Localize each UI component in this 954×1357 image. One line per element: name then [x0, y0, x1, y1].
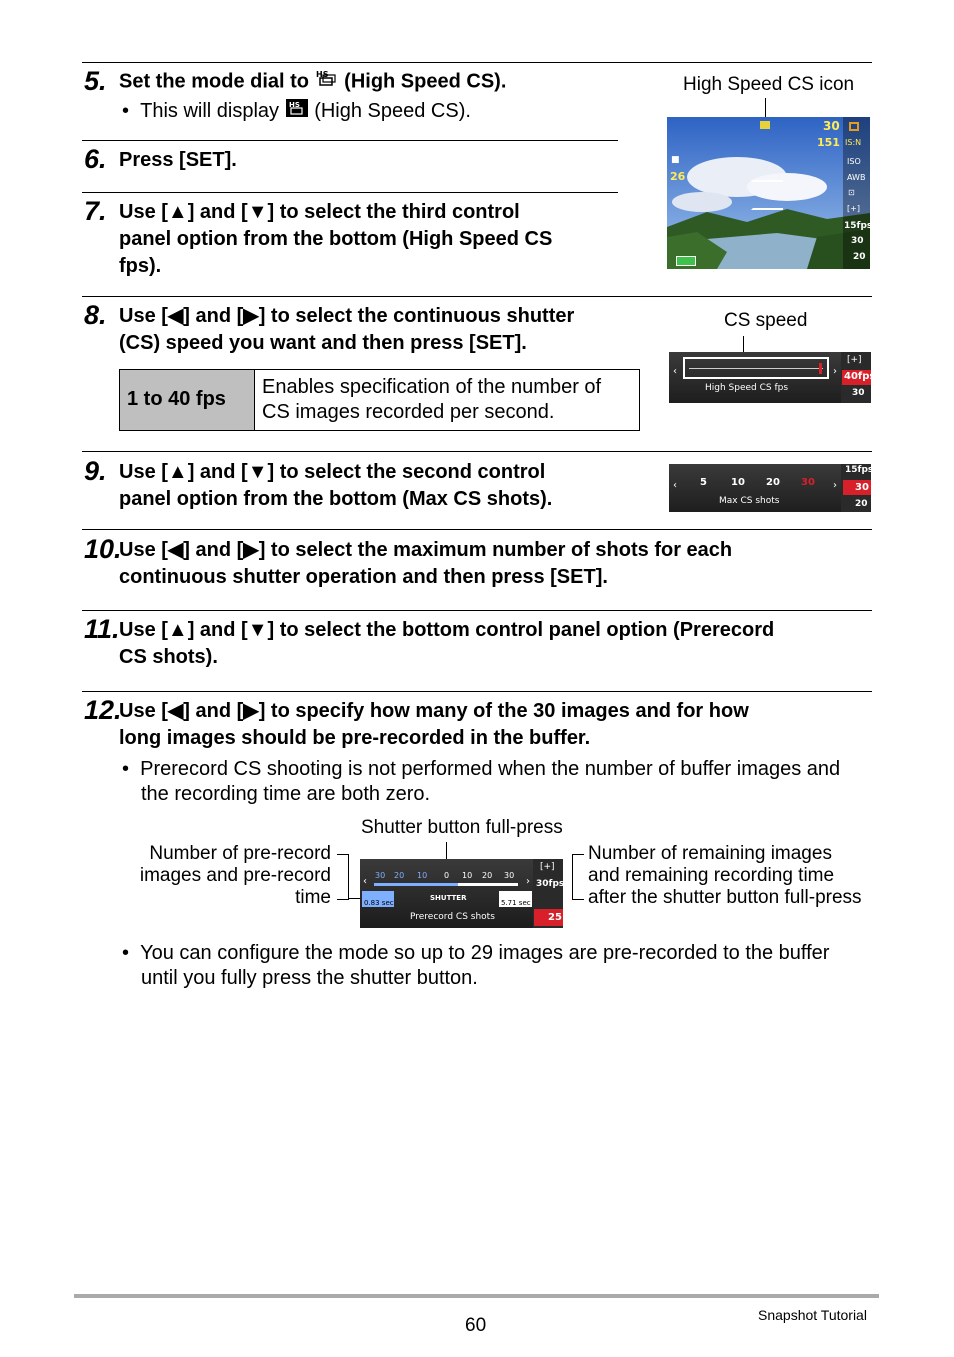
meter-icon: ⊡: [848, 188, 855, 197]
hs-indicator-icon: [760, 121, 770, 129]
right-caption: Number of remaining images and remaining recording time after the shutter button full-press: [588, 843, 862, 908]
step-6-title: Press [SET].: [119, 149, 237, 171]
step-12-bullet-1: • Prerecord CS shooting is not performed when the number of buffer images and the recording time are both zero.: [122, 758, 841, 805]
slider-left-icon: ‹: [673, 480, 677, 491]
left-arrow-icon: ◀: [167, 700, 184, 722]
step-12-title: Use [◀] and [▶] to specify how many of the 30 images and for how long images should be pre-recorded in the buffer.: [119, 700, 749, 749]
panel-label: Max CS shots: [719, 496, 780, 506]
left-bracket: [337, 854, 349, 900]
right-arrow-icon: ▶: [243, 539, 259, 561]
left-arrow-icon: ◀: [167, 305, 184, 327]
shutter-label: SHUTTER: [430, 894, 467, 902]
fps-selected: 40fps: [844, 371, 876, 382]
tick-10: 10: [731, 477, 745, 488]
step-8-title: Use [◀] and [▶] to select the continuous shutter (CS) speed you want and then press [SET].: [119, 305, 575, 354]
fps-indicator: 15fps: [845, 465, 874, 475]
tick-right-30: 30: [504, 871, 515, 880]
remaining-shots: 151: [817, 136, 840, 149]
table-key: 1 to 40 fps: [127, 388, 226, 410]
tick-30: 30: [801, 477, 815, 488]
focus-frame: [751, 180, 783, 210]
section-title: Snapshot Tutorial: [758, 1307, 867, 1323]
tick-right-10: 10: [462, 871, 473, 880]
step-11-title: Use [▲] and [▼] to select the bottom control panel option (Prerecord CS shots).: [119, 619, 775, 668]
right-bracket: [572, 854, 584, 900]
step-11-rule: [82, 691, 872, 692]
shutter-press-caption: Shutter button full-press: [361, 817, 563, 838]
cs-speed-caption: CS speed: [724, 310, 808, 331]
hs-mode-dial-icon: [315, 68, 339, 96]
ev-panel-icon: [+]: [540, 862, 555, 872]
step-10-title: Use [◀] and [▶] to select the maximum number of shots for each continuous shutter operation and then press [SET].: [119, 539, 733, 588]
fps-indicator: 15fps: [844, 221, 873, 231]
iso-icon: ISO: [847, 157, 861, 166]
battery-icon: [676, 256, 696, 266]
awb-icon: AWB: [847, 173, 866, 182]
up-arrow-icon: ▲: [167, 619, 188, 641]
top-rule: [82, 62, 872, 63]
step-6-number: 6.: [84, 144, 107, 174]
ev-icon: [+]: [847, 204, 860, 213]
slider-right-icon: ›: [833, 480, 837, 491]
shots-selected: 30: [855, 482, 869, 493]
up-arrow-icon: ▲: [167, 461, 188, 483]
left-value: 0.83 sec: [364, 899, 394, 907]
camera-screen-landscape: [667, 117, 873, 269]
step-7-number: 7.: [84, 196, 107, 226]
step-5-bullet: • This will display HS (High Speed CS).: [122, 98, 471, 125]
step-9-number: 9.: [84, 456, 107, 486]
tick-20: 20: [766, 477, 780, 488]
step-6-rule: [82, 192, 618, 193]
step-8-rule: [82, 451, 872, 452]
camera-icon: ■: [671, 155, 680, 165]
fps-table: [119, 369, 640, 431]
slider-marker: [819, 363, 822, 374]
shots-indicator: 30: [852, 388, 865, 398]
left-count: 26: [670, 170, 686, 183]
step-7-rule: [82, 296, 872, 297]
table-value: Enables specification of the number of CS images recorded per second.: [262, 376, 602, 423]
step-5-rule: [82, 140, 618, 141]
left-caption: Number of pre-record images and pre-record time: [139, 843, 331, 908]
tick-left-30: 30: [375, 871, 386, 880]
down-arrow-icon: ▼: [247, 461, 268, 483]
tick-left-10: 10: [417, 871, 428, 880]
fps-indicator: 30fps: [536, 879, 565, 889]
max-cs-panel: [669, 464, 874, 512]
slider-right-icon: ›: [833, 366, 837, 377]
right-arrow-icon: ▶: [243, 305, 259, 327]
right-value: 5.71 sec: [501, 899, 531, 907]
tick-right-20: 20: [482, 871, 493, 880]
size-icon: IS:N: [845, 138, 862, 147]
prerecord-bar: [374, 883, 458, 886]
table-key-cell: [120, 370, 255, 430]
hs-cs-screen-icon: [285, 98, 309, 125]
quality-icon: [849, 122, 859, 131]
step-10-rule: [82, 610, 872, 611]
tick-5: 5: [700, 477, 707, 488]
prerecord-indicator: 20: [855, 499, 868, 509]
down-arrow-icon: ▼: [247, 619, 268, 641]
step-8-number: 8.: [84, 300, 107, 330]
step-11-number: 11.: [84, 614, 120, 644]
tick-zero: 0: [444, 871, 450, 880]
prerecord-panel: [360, 859, 563, 928]
left-arrow-icon: ◀: [167, 539, 184, 561]
slider-left-icon: ‹: [673, 366, 677, 377]
cs-fps-panel: [669, 352, 876, 403]
slider-left-icon: ‹: [363, 876, 367, 887]
page-number: 60: [465, 1315, 487, 1336]
down-arrow-icon: ▼: [247, 201, 268, 223]
ev-panel-icon: [+]: [847, 355, 862, 365]
prerecord-selected: 25: [548, 912, 562, 923]
step-10-number: 10.: [84, 534, 122, 564]
remaining-bar: [458, 883, 518, 886]
slider-right-icon: ›: [526, 876, 530, 887]
panel-label: High Speed CS fps: [705, 383, 789, 393]
prerecord-indicator: 20: [853, 252, 866, 262]
step-12-number: 12.: [84, 695, 122, 725]
svg-text:HS: HS: [315, 70, 329, 79]
tick-left-20: 20: [394, 871, 405, 880]
cs-speed-frame: [683, 357, 829, 379]
step-7-title: Use [▲] and [▼] to select the third control panel option from the bottom (High Speed CS fps).: [119, 201, 553, 277]
right-arrow-icon: ▶: [243, 700, 259, 722]
svg-text:HS: HS: [288, 101, 300, 109]
cs-shots-indicator: 30: [851, 236, 864, 246]
up-arrow-icon: ▲: [167, 201, 188, 223]
slider-track: [689, 368, 823, 369]
panel-label: Prerecord CS shots: [410, 912, 495, 922]
shot-count: 30: [823, 119, 840, 133]
step-5-title: Set the mode dial to HS (High Speed CS).: [119, 68, 506, 96]
step-9-title: Use [▲] and [▼] to select the second control panel option from the bottom (Max CS shots).: [119, 461, 553, 510]
step-5-number: 5.: [84, 66, 107, 96]
step-9-rule: [82, 529, 872, 530]
step-12-bullet-2: • You can configure the mode so up to 29 images are pre-recorded to the buffer until you fully press the shutter button.: [122, 942, 830, 989]
footer-rule: [74, 1294, 879, 1298]
hs-icon-caption: High Speed CS icon: [683, 74, 855, 95]
